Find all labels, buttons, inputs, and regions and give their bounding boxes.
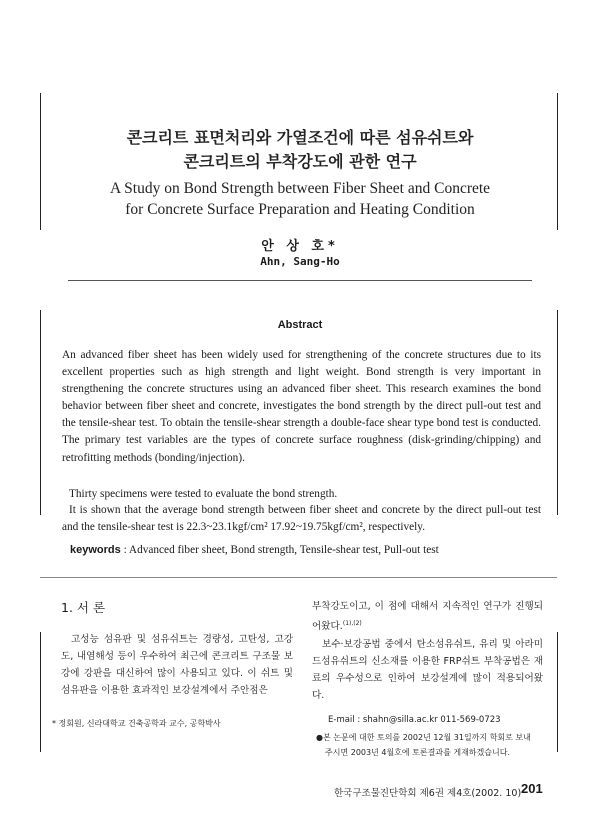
title-english-line-1: A Study on Bond Strength between Fiber Sheet and Concrete [109,180,491,197]
intro-left-paragraph: 고성능 섬유판 및 섬유쉬트는 경량성, 고탄성, 고강도, 내염해성 등이 우수하여 최근에 콘크리트 구조물 보강에 강판을 대신하여 많이 사용되고 있다. 이 쉬트 및 섬유판을 이용한 효과적인 보강설계에서 주안점은 [61,634,293,696]
keywords-text: : Advanced fiber sheet, Bond strength, Tensile-shear test, Pull-out test [123,544,439,556]
keywords-label: keywords [70,544,121,556]
abstract-paragraph-2: Thirty specimens were tested to evaluate the bond strength. [69,488,338,500]
header-divider [68,280,532,281]
discussion-note-line-2: 주시면 2003년 4월호에 토론결과를 게재하겠습니다. [325,748,510,757]
abstract-heading: Abstract [277,319,323,331]
intro-right-text-1: 부착강도이고, 이 점에 대해서 지속적인 연구가 진행되어왔다. [312,601,543,633]
abstract-paragraph-1: An advanced fiber sheet has been widely used for strengthening of the concrete structures due to its excellent properties such as high strength and light weight. Bond strength is very important in strengthening the concrete structures using an advanced fiber sheet. This research examines the bond behavior between fiber sheet and concrete, investigates the bond strength by the direct pull-out test and the tensile-shear test. To obtain the tensile-shear strength a double-face shear type bond test is conducted. The primary test variables are the types of concrete surface roughness (disk-grinding/chipping) and retrofitting methods (bonding/injection). [62,349,541,464]
keywords-line [70,544,439,556]
discussion-note-line-1: ●본 논문에 대한 토의를 2002년 12월 31일까지 학회로 보내 [316,733,531,742]
right-margin-rule-lower [557,310,558,515]
title-korean-line-1: 콘크리트 표면처리와 가열조건에 따른 섬유쉬트와 [126,128,474,147]
left-margin-rule-bottom [40,632,41,752]
journal-footer: 한국구조물진단학회 제6권 제4호(2002. 10) [334,788,522,799]
intro-right-paragraph-1 [312,598,543,635]
email-line: E-mail : shahn@silla.ac.kr 011-569-0723 [328,715,501,725]
author-english: Ahn, Sang-Ho [260,255,340,268]
abstract-divider [40,577,557,578]
abstract-paragraph-3: It is shown that the average bond strength between fiber sheet and concrete by the direct pull-out test and the tensile-shear test is 22.3~23.1kgf/cm² 17.92~19.75kgf/cm², respectively. [62,504,541,534]
intro-right-paragraph-2: 보수·보강공법 중에서 탄소섬유쉬트, 유리 및 아라미드섬유쉬트의 신소재를 이용한 FRP쉬트 부착공법은 재료의 우수성으로 인하여 보강설계에 많이 적용되어왔다. [312,639,543,701]
page-number: 201 [521,781,543,796]
title-english-line-2: for Concrete Surface Preparation and Heating Condition [125,201,475,218]
author-korean: 안 상 호* [261,239,339,254]
right-margin-rule-bottom [557,632,558,752]
reference-marker: (1),(2) [342,620,362,627]
left-margin-rule-lower [40,310,41,515]
section-1-heading: 1. 서 론 [61,600,106,615]
affiliation-footnote: * 정회원, 신라대학교 건축공학과 교수, 공학박사 [52,719,221,728]
title-korean-line-2: 콘크리트의 부착강도에 관한 연구 [183,152,417,171]
